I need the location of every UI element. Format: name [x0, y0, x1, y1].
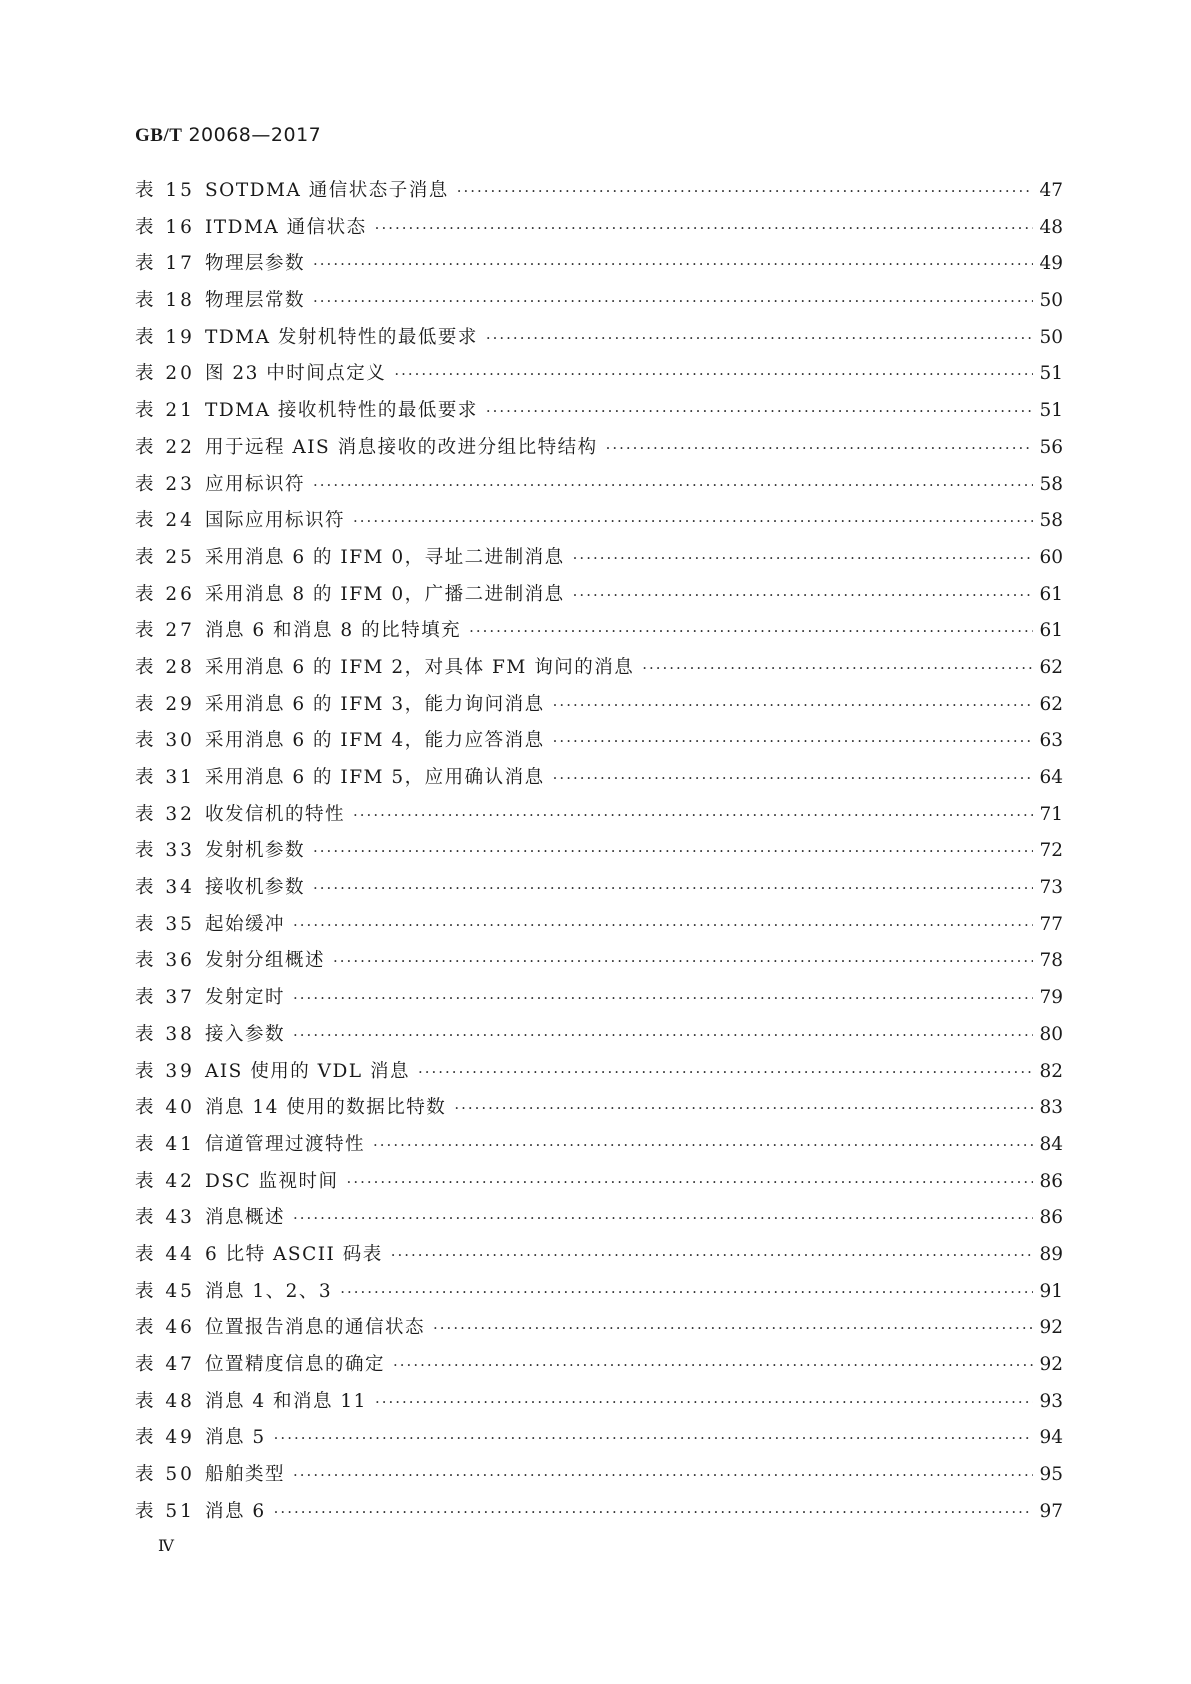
toc-entry[interactable] [135, 946, 1063, 983]
toc-entry[interactable] [135, 800, 1063, 837]
toc-entry-number: 表 48 [135, 1390, 195, 1412]
dot-leader [345, 806, 1033, 824]
toc-entry[interactable] [135, 1423, 1063, 1460]
dot-leader [565, 586, 1033, 604]
toc-entry-title: 消息 5 [205, 1427, 266, 1449]
toc-entry-title: 消息 1、2、3 [205, 1280, 333, 1302]
toc-entry[interactable] [135, 616, 1063, 653]
toc-entry[interactable] [135, 1057, 1063, 1094]
dot-leader [461, 622, 1033, 640]
dot-leader [305, 476, 1033, 494]
toc-entry-number: 表 22 [135, 436, 195, 458]
toc-entry-title: 国际应用标识符 [205, 510, 346, 532]
toc-entry-page-number: 92 [1039, 1317, 1063, 1339]
toc-entry-page-number: 63 [1039, 730, 1063, 752]
toc-entry[interactable] [135, 433, 1063, 470]
toc-entry-number: 表 37 [135, 987, 195, 1009]
toc-entry-page-number: 78 [1039, 950, 1063, 972]
table-of-contents-list [135, 176, 1063, 1533]
toc-entry-number: 表 16 [135, 216, 195, 238]
toc-entry[interactable] [135, 1350, 1063, 1387]
toc-entry-number: 表 49 [135, 1427, 195, 1449]
toc-entry-page-number: 61 [1039, 583, 1063, 605]
dot-leader [305, 879, 1033, 897]
toc-entry-page-number: 93 [1039, 1390, 1063, 1412]
toc-entry-page-number: 91 [1039, 1280, 1063, 1302]
toc-entry-number: 表 51 [135, 1500, 195, 1522]
toc-entry[interactable] [135, 543, 1063, 580]
toc-entry[interactable] [135, 873, 1063, 910]
toc-entry[interactable] [135, 1130, 1063, 1167]
toc-entry-title: DSC 监视时间 [205, 1170, 339, 1192]
toc-entry-number: 表 39 [135, 1060, 195, 1082]
toc-entry-page-number: 62 [1039, 693, 1063, 715]
dot-leader [386, 365, 1033, 383]
toc-entry-title: 6 比特 ASCII 码表 [205, 1243, 383, 1265]
toc-entry-title: 消息概述 [205, 1207, 286, 1229]
dot-leader [305, 255, 1033, 273]
toc-entry[interactable] [135, 653, 1063, 690]
standard-number: 20068—2017 [188, 124, 322, 146]
toc-entry-number: 表 50 [135, 1464, 195, 1486]
dot-leader [446, 1099, 1033, 1117]
toc-entry[interactable] [135, 1020, 1063, 1057]
toc-entry-title: ITDMA 通信状态 [205, 216, 367, 238]
toc-entry-title: 采用消息 6 的 IFM 2，对具体 FM 询问的消息 [205, 656, 635, 678]
toc-entry-number: 表 41 [135, 1133, 195, 1155]
toc-entry-number: 表 46 [135, 1317, 195, 1339]
dot-leader [305, 842, 1033, 860]
toc-entry-number: 表 19 [135, 326, 195, 348]
dot-leader [266, 1429, 1033, 1447]
toc-entry[interactable] [135, 763, 1063, 800]
toc-entry-title: 采用消息 6 的 IFM 3，能力询问消息 [205, 693, 545, 715]
toc-entry-page-number: 80 [1039, 1023, 1063, 1045]
toc-entry-page-number: 77 [1039, 913, 1063, 935]
toc-entry-title: 位置精度信息的确定 [205, 1354, 386, 1375]
toc-entry[interactable] [135, 1203, 1063, 1240]
toc-entry[interactable] [135, 176, 1063, 213]
toc-entry[interactable] [135, 323, 1063, 360]
dot-leader [285, 1026, 1033, 1044]
toc-entry-title: 消息 4 和消息 11 [205, 1390, 367, 1412]
dot-leader [365, 1136, 1033, 1154]
document-header [135, 124, 321, 147]
toc-entry-page-number: 51 [1039, 363, 1063, 385]
toc-entry[interactable] [135, 1277, 1063, 1314]
dot-leader [478, 402, 1033, 420]
dot-leader [449, 182, 1033, 200]
toc-entry-page-number: 95 [1039, 1464, 1063, 1486]
toc-entry-number: 表 23 [135, 473, 195, 495]
toc-entry-page-number: 61 [1039, 620, 1063, 642]
dot-leader [345, 512, 1033, 530]
toc-entry-page-number: 79 [1039, 987, 1063, 1009]
toc-entry-page-number: 50 [1039, 290, 1063, 312]
toc-entry[interactable] [135, 470, 1063, 507]
toc-entry[interactable] [135, 983, 1063, 1020]
toc-entry-page-number: 50 [1039, 326, 1063, 348]
toc-entry-number: 表 31 [135, 767, 195, 788]
toc-entry-title: 消息 6 和消息 8 的比特填充 [205, 620, 462, 642]
toc-entry-page-number: 58 [1039, 473, 1063, 495]
toc-entry-title: 采用消息 6 的 IFM 0，寻址二进制消息 [205, 546, 565, 568]
dot-leader [410, 1063, 1033, 1081]
toc-entry-number: 表 28 [135, 656, 195, 678]
toc-entry-page-number: 64 [1039, 767, 1063, 788]
toc-entry-number: 表 27 [135, 620, 195, 642]
toc-entry-title: 采用消息 6 的 IFM 4，能力应答消息 [205, 730, 545, 752]
toc-entry[interactable] [135, 1460, 1063, 1497]
toc-entry-title: TDMA 接收机特性的最低要求 [205, 400, 478, 422]
toc-entry[interactable] [135, 396, 1063, 433]
toc-entry-page-number: 97 [1039, 1500, 1063, 1522]
dot-leader [545, 696, 1033, 714]
dot-leader [266, 1503, 1033, 1521]
toc-entry-page-number: 86 [1039, 1170, 1063, 1192]
toc-entry[interactable] [135, 286, 1063, 323]
toc-entry[interactable] [135, 506, 1063, 543]
toc-entry[interactable] [135, 690, 1063, 727]
toc-entry[interactable] [135, 1167, 1063, 1204]
toc-entry-title: 船舶类型 [205, 1464, 286, 1486]
dot-leader [383, 1246, 1033, 1264]
toc-entry-page-number: 58 [1039, 510, 1063, 532]
toc-entry-title: TDMA 发射机特性的最低要求 [205, 326, 478, 348]
toc-entry-number: 表 43 [135, 1207, 195, 1229]
toc-entry-number: 表 17 [135, 253, 195, 275]
dot-leader [385, 1356, 1033, 1374]
dot-leader [478, 329, 1033, 347]
toc-entry-page-number: 92 [1039, 1354, 1063, 1375]
dot-leader [285, 916, 1033, 934]
toc-entry[interactable] [135, 213, 1063, 250]
toc-entry-title: 信道管理过渡特性 [205, 1133, 366, 1155]
toc-entry-page-number: 83 [1039, 1097, 1063, 1119]
toc-entry[interactable] [135, 1313, 1063, 1350]
toc-entry[interactable] [135, 1497, 1063, 1534]
toc-entry-number: 表 15 [135, 180, 195, 201]
dot-leader [305, 292, 1033, 310]
toc-entry-page-number: 89 [1039, 1243, 1063, 1265]
toc-entry-page-number: 49 [1039, 253, 1063, 275]
dot-leader [367, 219, 1033, 237]
toc-entry-number: 表 47 [135, 1354, 195, 1375]
toc-entry-title: 发射机参数 [205, 840, 306, 862]
toc-entry-title: 接收机参数 [205, 877, 306, 899]
standard-code: GB/T [135, 125, 183, 146]
toc-entry-page-number: 71 [1039, 803, 1063, 825]
toc-entry-title: 采用消息 8 的 IFM 0，广播二进制消息 [205, 583, 565, 605]
toc-entry[interactable] [135, 910, 1063, 947]
toc-entry[interactable] [135, 726, 1063, 763]
toc-entry-page-number: 94 [1039, 1427, 1063, 1449]
toc-entry-number: 表 44 [135, 1243, 195, 1265]
toc-entry-page-number: 56 [1039, 436, 1063, 458]
toc-entry-title: 物理层参数 [205, 253, 306, 275]
toc-entry[interactable] [135, 1093, 1063, 1130]
dot-leader [425, 1319, 1033, 1337]
dot-leader [285, 1466, 1033, 1484]
toc-entry-page-number: 62 [1039, 656, 1063, 678]
toc-entry-page-number: 72 [1039, 840, 1063, 862]
dot-leader [339, 1173, 1033, 1191]
dot-leader [545, 769, 1033, 787]
toc-entry[interactable] [135, 1240, 1063, 1277]
toc-entry-number: 表 26 [135, 583, 195, 605]
toc-entry-title: 图 23 中时间点定义 [205, 363, 387, 385]
dot-leader [332, 1283, 1033, 1301]
toc-entry-page-number: 73 [1039, 877, 1063, 899]
toc-entry-title: 消息 6 [205, 1500, 266, 1522]
toc-entry-number: 表 25 [135, 546, 195, 568]
toc-entry[interactable] [135, 580, 1063, 617]
toc-entry-page-number: 82 [1039, 1060, 1063, 1082]
toc-entry-number: 表 42 [135, 1170, 195, 1192]
dot-leader [325, 952, 1033, 970]
toc-entry-page-number: 84 [1039, 1133, 1063, 1155]
dot-leader [367, 1393, 1033, 1411]
dot-leader [634, 659, 1033, 677]
toc-entry-title: 应用标识符 [205, 473, 306, 495]
toc-entry-number: 表 36 [135, 950, 195, 972]
dot-leader [285, 1209, 1033, 1227]
toc-entry-title: 采用消息 6 的 IFM 5，应用确认消息 [205, 767, 545, 788]
toc-entry-number: 表 45 [135, 1280, 195, 1302]
toc-entry-number: 表 18 [135, 290, 195, 312]
toc-entry-page-number: 86 [1039, 1207, 1063, 1229]
toc-entry-number: 表 33 [135, 840, 195, 862]
toc-entry-title: 发射分组概述 [205, 950, 326, 972]
toc-entry-title: 消息 14 使用的数据比特数 [205, 1097, 447, 1119]
toc-entry-number: 表 24 [135, 510, 195, 532]
toc-entry-number: 表 38 [135, 1023, 195, 1045]
toc-entry-number: 表 21 [135, 400, 195, 422]
toc-entry-number: 表 40 [135, 1097, 195, 1119]
toc-entry-title: 接入参数 [205, 1023, 286, 1045]
toc-entry[interactable] [135, 249, 1063, 286]
toc-entry-number: 表 34 [135, 877, 195, 899]
toc-entry-number: 表 29 [135, 693, 195, 715]
toc-entry-page-number: 48 [1039, 216, 1063, 238]
toc-entry-title: 位置报告消息的通信状态 [205, 1317, 426, 1339]
page-folio: Ⅳ [158, 1536, 174, 1555]
toc-entry-title: SOTDMA 通信状态子消息 [205, 180, 449, 201]
toc-entry[interactable] [135, 836, 1063, 873]
toc-entry-page-number: 47 [1039, 180, 1063, 201]
toc-entry[interactable] [135, 1387, 1063, 1424]
dot-leader [545, 732, 1033, 750]
dot-leader [285, 989, 1033, 1007]
toc-entry-title: AIS 使用的 VDL 消息 [205, 1060, 410, 1082]
toc-entry-number: 表 35 [135, 913, 195, 935]
toc-entry-title: 起始缓冲 [205, 913, 286, 935]
toc-entry-number: 表 20 [135, 363, 195, 385]
toc-entry-number: 表 30 [135, 730, 195, 752]
toc-entry-page-number: 51 [1039, 400, 1063, 422]
toc-entry-number: 表 32 [135, 803, 195, 825]
toc-entry-title: 收发信机的特性 [205, 803, 346, 825]
toc-entry-title: 发射定时 [205, 987, 286, 1009]
dot-leader [565, 549, 1033, 567]
toc-entry-page-number: 60 [1039, 546, 1063, 568]
dot-leader [598, 439, 1033, 457]
toc-entry[interactable] [135, 359, 1063, 396]
toc-entry-title: 物理层常数 [205, 290, 306, 312]
toc-entry-title: 用于远程 AIS 消息接收的改进分组比特结构 [205, 436, 598, 458]
